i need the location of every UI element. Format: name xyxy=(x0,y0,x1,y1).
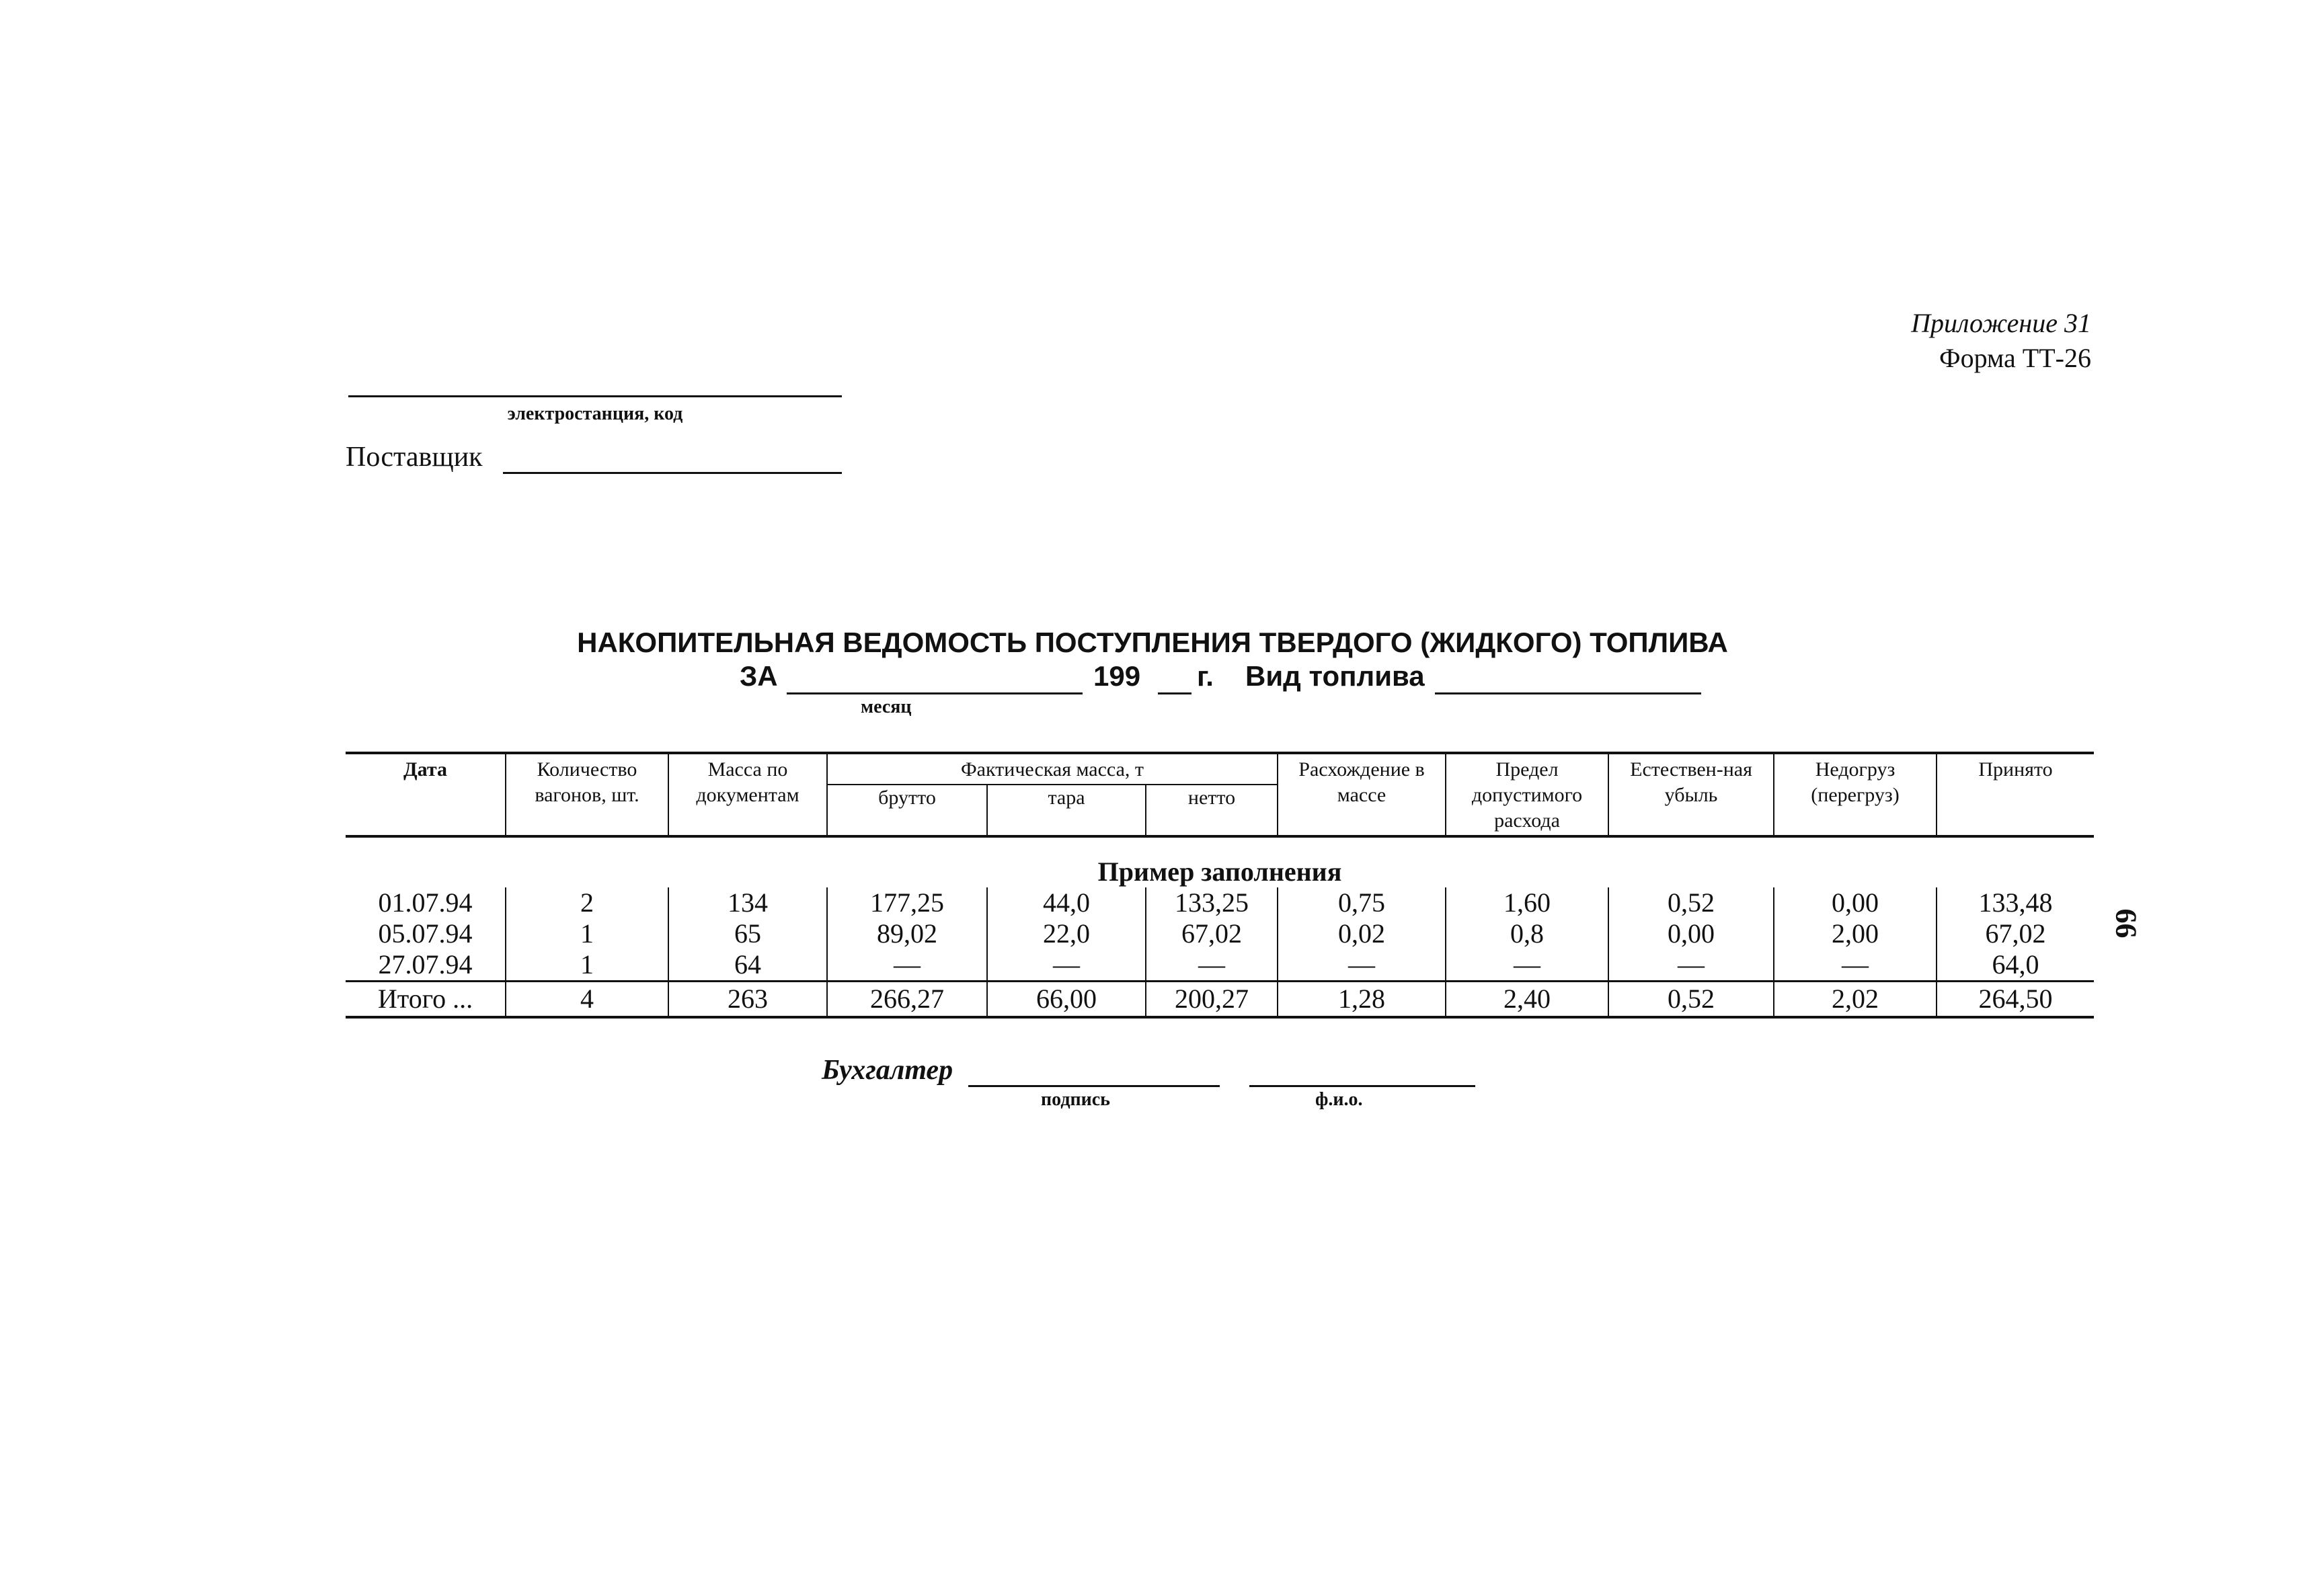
cell-discrepancy: 0,02 xyxy=(1278,918,1446,949)
header-tare: тара xyxy=(987,785,1146,836)
cell-wagons: 1 xyxy=(506,918,668,949)
cell-net: 133,25 xyxy=(1146,887,1278,918)
table-row xyxy=(346,949,2094,982)
station-field-line xyxy=(348,395,842,397)
cell-date: 05.07.94 xyxy=(378,918,473,949)
cell-net: — xyxy=(1146,949,1278,982)
month-field-line xyxy=(787,692,1083,694)
header-shortfall: Недогруз (перегруз) xyxy=(1774,753,1937,836)
signature-field-line xyxy=(968,1085,1220,1087)
appendix-header xyxy=(1911,306,2091,376)
cell-doc-mass: 134 xyxy=(668,887,827,918)
header-accepted: Принято xyxy=(1937,753,2094,836)
cell-total-accepted: 264,50 xyxy=(1937,982,2094,1018)
cell-gross: 177,25 xyxy=(827,887,987,918)
accountant-label: Бухгалтер xyxy=(822,1055,953,1086)
cell-total-tare: 66,00 xyxy=(987,982,1146,1018)
cell-total-label: Итого ... xyxy=(346,982,506,1018)
header-doc-mass: Масса по документам xyxy=(668,753,827,836)
name-field-line xyxy=(1249,1085,1475,1087)
cell-total-doc-mass: 263 xyxy=(668,982,827,1018)
supplier-label: Поставщик xyxy=(346,442,483,473)
cell-doc-mass: 64 xyxy=(668,949,827,982)
cell-gross: — xyxy=(827,949,987,982)
header-gross: брутто xyxy=(827,785,987,836)
cell-total-limit: 2,40 xyxy=(1446,982,1608,1018)
cell-doc-mass: 65 xyxy=(668,918,827,949)
header-natural-loss: Естествен-ная убыль xyxy=(1608,753,1774,836)
cell-wagons: 1 xyxy=(506,949,668,982)
fuel-type-field-line xyxy=(1435,692,1701,694)
page-number: 66 xyxy=(2109,908,2143,939)
cell-limit: 0,8 xyxy=(1446,918,1608,949)
header-net: нетто xyxy=(1146,785,1278,836)
header-limit: Предел допустимого расхода xyxy=(1446,753,1608,836)
header-discrepancy: Расхождение в массе xyxy=(1278,753,1446,836)
fuel-type-label: Вид топлива xyxy=(1245,660,1425,692)
cell-total-net: 200,27 xyxy=(1146,982,1278,1018)
signature-caption: подпись xyxy=(1041,1089,1110,1110)
appendix-number: Приложение 31 xyxy=(1911,308,2091,338)
cell-limit: — xyxy=(1446,949,1608,982)
cell-tare: 44,0 xyxy=(987,887,1146,918)
cell-shortfall: 2,00 xyxy=(1774,918,1937,949)
header-date: Дата xyxy=(346,753,506,836)
total-row xyxy=(346,982,2094,1018)
cell-tare: 22,0 xyxy=(987,918,1146,949)
name-caption: ф.и.о. xyxy=(1315,1089,1363,1110)
cell-discrepancy: 0,75 xyxy=(1278,887,1446,918)
cell-wagons: 2 xyxy=(506,887,668,918)
cell-discrepancy: — xyxy=(1278,949,1446,982)
station-caption: электростанция, код xyxy=(507,403,683,424)
cell-limit: 1,60 xyxy=(1446,887,1608,918)
period-year: 199 xyxy=(1093,660,1141,692)
header-wagons: Количество вагонов, шт. xyxy=(506,753,668,836)
period-za: ЗА xyxy=(740,660,778,692)
cell-total-gross: 266,27 xyxy=(827,982,987,1018)
cell-natural-loss: 0,00 xyxy=(1608,918,1774,949)
document-title: НАКОПИТЕЛЬНАЯ ВЕДОМОСТЬ ПОСТУПЛЕНИЯ ТВЕРДОГО (ЖИДКОГО) ТОПЛИВА xyxy=(577,627,1728,658)
cell-accepted: 64,0 xyxy=(1937,949,2094,982)
cell-tare: — xyxy=(987,949,1146,982)
ledger-table xyxy=(346,752,2094,1019)
header-actual-mass: Фактическая масса, т xyxy=(827,753,1278,785)
month-caption: месяц xyxy=(861,696,912,717)
cell-total-wagons: 4 xyxy=(506,982,668,1018)
period-g: г. xyxy=(1197,660,1214,692)
supplier-field-line xyxy=(503,472,842,474)
table-row xyxy=(346,887,2094,918)
cell-total-shortfall: 2,02 xyxy=(1774,982,1937,1018)
cell-shortfall: 0,00 xyxy=(1774,887,1937,918)
year-field-line xyxy=(1158,692,1191,694)
cell-natural-loss: — xyxy=(1608,949,1774,982)
cell-accepted: 133,48 xyxy=(1937,887,2094,918)
cell-total-discrepancy: 1,28 xyxy=(1278,982,1446,1018)
cell-date: 27.07.94 xyxy=(378,949,473,980)
cell-date: 01.07.94 xyxy=(378,887,473,918)
cell-natural-loss: 0,52 xyxy=(1608,887,1774,918)
cell-gross: 89,02 xyxy=(827,918,987,949)
form-code: Форма ТТ-26 xyxy=(1939,343,2091,373)
table-row xyxy=(346,918,2094,949)
cell-total-natural-loss: 0,52 xyxy=(1608,982,1774,1018)
example-label: Пример заполнения xyxy=(1097,856,1342,887)
cell-shortfall: — xyxy=(1774,949,1937,982)
cell-accepted: 67,02 xyxy=(1937,918,2094,949)
cell-net: 67,02 xyxy=(1146,918,1278,949)
